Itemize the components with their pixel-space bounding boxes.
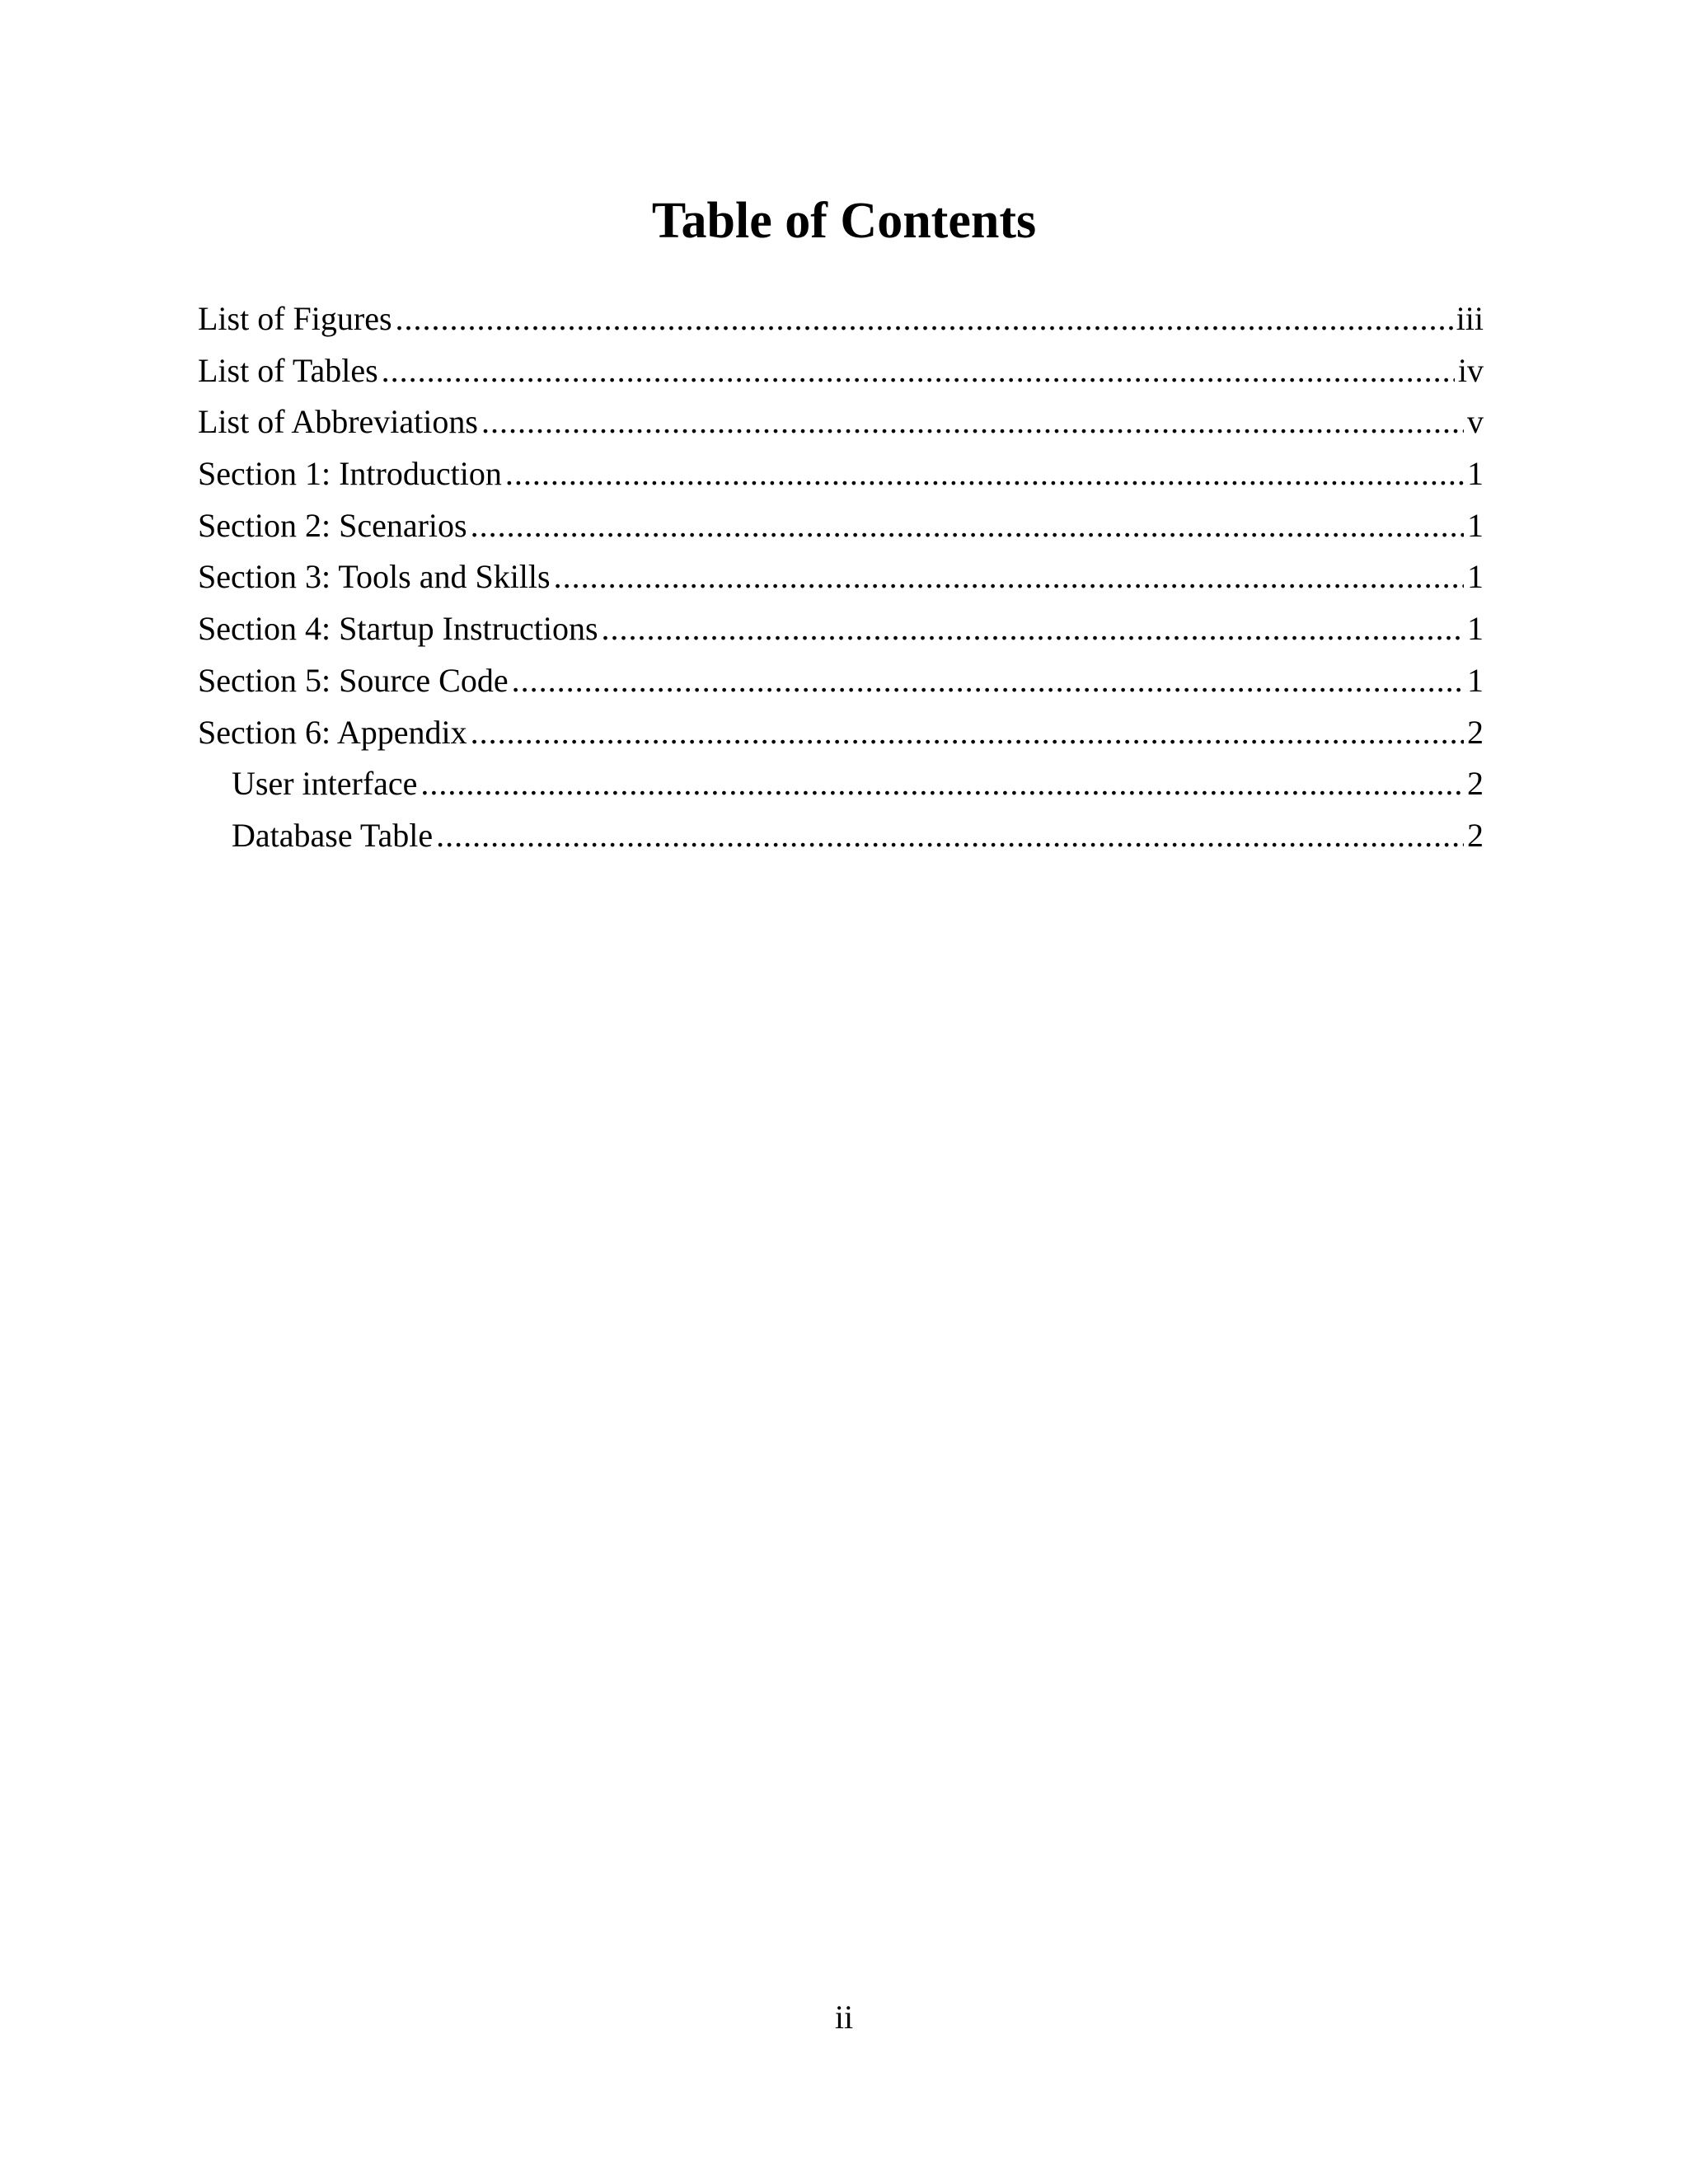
toc-entry-section-4[interactable] [198,603,1484,655]
toc-entry-section-5[interactable] [198,655,1484,707]
page-number: ii [834,1999,854,2036]
toc-entry-label: Section 5: Source Code [198,661,509,699]
toc-dot-leader [602,603,1464,654]
toc-entry-page: 1 [1467,661,1484,699]
toc-entry-section-1[interactable] [198,448,1484,500]
toc-dot-leader [471,500,1464,551]
toc-list [198,293,1484,862]
toc-entry-label: List of Abbreviations [198,403,478,441]
toc-entry-section-2[interactable] [198,500,1484,552]
toc-dot-leader [505,448,1464,499]
toc-dot-leader [481,396,1464,448]
toc-entry-page: 1 [1467,455,1484,493]
toc-dot-leader [471,707,1464,758]
toc-entry-list-of-tables[interactable] [198,345,1484,397]
page-title: Table of Contents [651,193,1037,249]
toc-entry-page: 2 [1467,765,1484,803]
toc-entry-label: Section 2: Scenarios [198,506,467,544]
toc-entry-page: 2 [1467,816,1484,854]
toc-dot-leader [420,758,1464,809]
toc-entry-label: Section 1: Introduction [198,455,502,493]
toc-entry-page: iii [1456,300,1484,337]
toc-dot-leader [396,293,1453,344]
toc-entry-label: List of Tables [198,351,378,389]
toc-entry-page: v [1467,403,1484,441]
toc-entry-page: iv [1457,351,1484,389]
toc-entry-label: Section 6: Appendix [198,713,467,751]
toc-entry-page: 1 [1467,506,1484,544]
toc-entry-label: List of Figures [198,300,392,337]
toc-entry-page: 1 [1467,610,1484,648]
toc-entry-section-3[interactable] [198,551,1484,603]
toc-dot-leader [382,345,1455,396]
toc-dot-leader [436,810,1464,861]
toc-entry-page: 2 [1467,713,1484,751]
toc-entry-user-interface[interactable] [198,758,1484,810]
toc-dot-leader [554,551,1464,602]
toc-entry-list-of-figures[interactable] [198,293,1484,345]
toc-entry-list-of-abbreviations[interactable] [198,396,1484,448]
toc-entry-label: Section 4: Startup Instructions [198,610,598,648]
toc-entry-section-6[interactable] [198,707,1484,759]
toc-entry-database-table[interactable] [198,810,1484,862]
toc-entry-label: Database Table [232,816,434,854]
toc-entry-page: 1 [1467,558,1484,596]
toc-entry-label: User interface [232,765,418,803]
toc-dot-leader [512,655,1464,706]
toc-entry-label: Section 3: Tools and Skills [198,558,551,596]
